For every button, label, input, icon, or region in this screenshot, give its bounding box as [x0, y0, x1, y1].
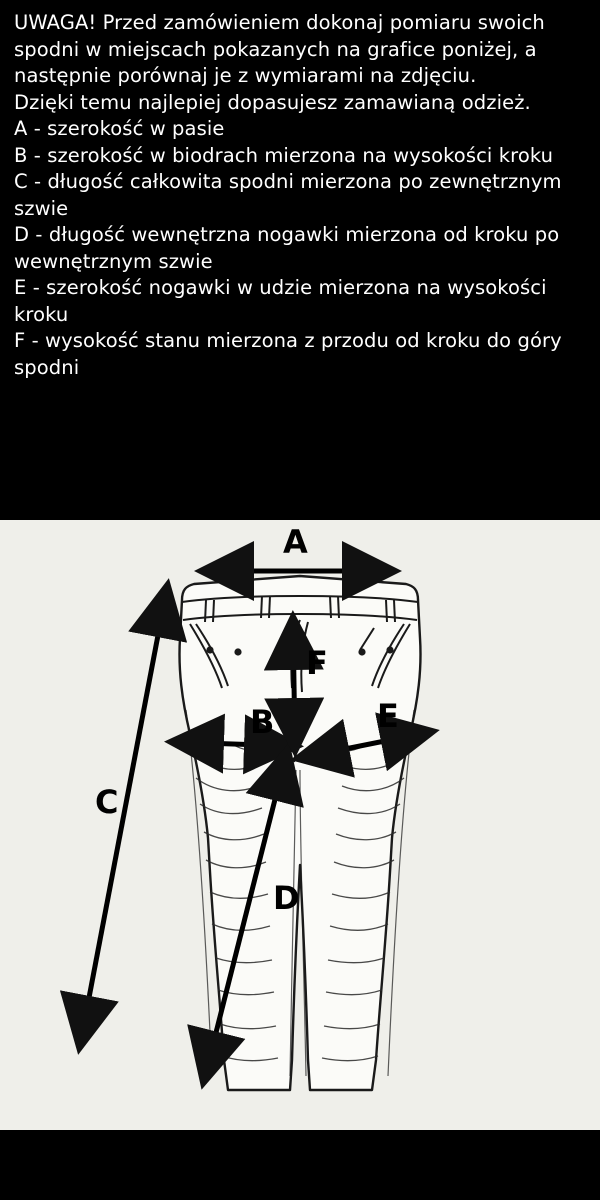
- arrow-f: [293, 620, 295, 748]
- instruction-line-7: F - wysokość stanu mierzona z przodu od kroku do góry spodni: [14, 329, 562, 379]
- jeans-measurement-diagram: [0, 520, 600, 1130]
- label-c: C: [95, 783, 119, 821]
- instruction-line-2: A - szerokość w pasie: [14, 117, 225, 140]
- instructions-block: [0, 0, 600, 520]
- instruction-line-5: D - długość wewnętrzna nogawki mierzona od kroku po wewnętrznym szwie: [14, 223, 560, 273]
- label-a: A: [283, 523, 308, 561]
- instruction-line-3: B - szerokość w biodrach mierzona na wysokości kroku: [14, 143, 554, 167]
- label-d: D: [273, 879, 300, 917]
- instruction-line-6: E - szerokość nogawki w udzie mierzona na wysokości kroku: [14, 276, 547, 326]
- label-e: E: [377, 697, 399, 735]
- instruction-line-0: UWAGA! Przed zamówieniem dokonaj pomiaru swoich spodni w miejscach pokazanych na grafice poniżej, a następnie porównaj je z wymiarami na zdjęciu.: [14, 11, 545, 87]
- label-b: B: [250, 703, 275, 741]
- label-f: F: [306, 644, 328, 682]
- instruction-line-1: Dzięki temu najlepiej dopasujesz zamawianą odzież.: [14, 90, 531, 114]
- jeans-illustration: [0, 520, 600, 1130]
- bottom-spacer: [0, 1130, 600, 1200]
- instruction-line-4: C - długość całkowita spodni mierzona po zewnętrznym szwie: [14, 170, 562, 220]
